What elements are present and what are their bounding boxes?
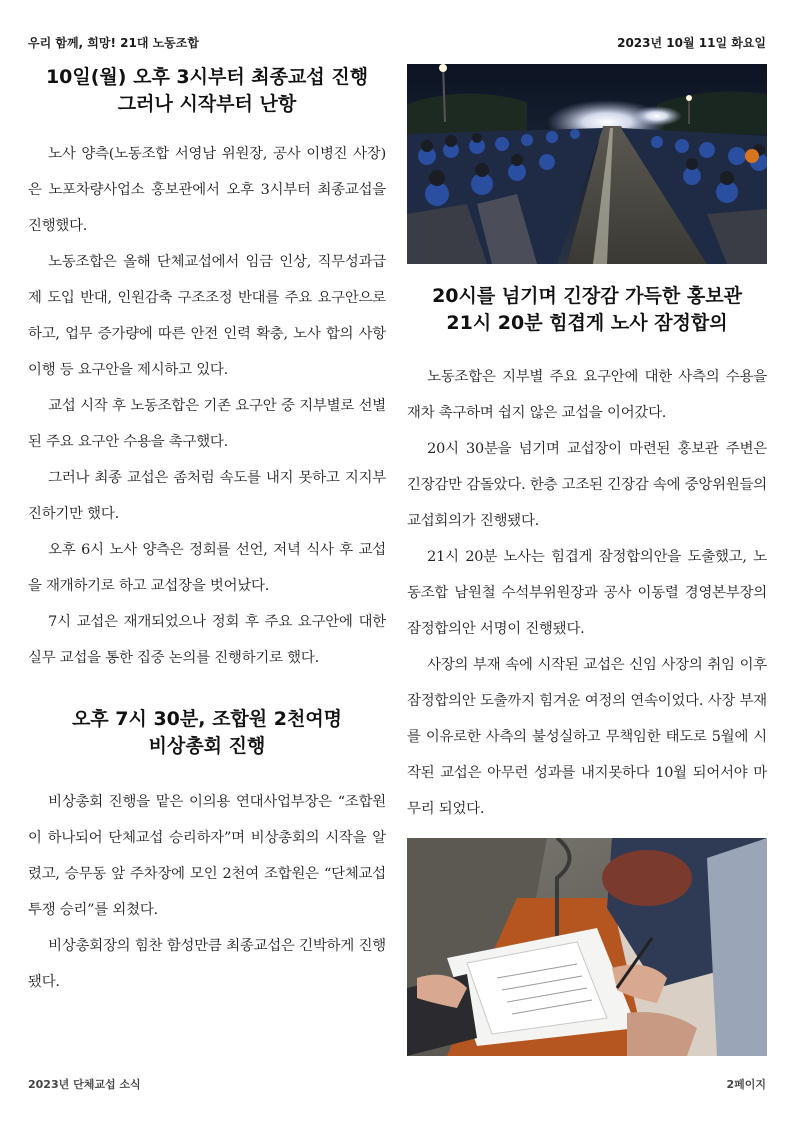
section2-heading <box>28 706 386 760</box>
section2-paragraph: 비상총회 진행을 맡은 이의용 연대사업부장은 “조합원이 하나되어 단체교섭 승리하자”며 비상총회의 시작을 알렸고, 승무동 앞 주차장에 모인 2천여 조합원은 “단체교섭 투쟁 승리”를 외쳤다. <box>28 794 386 918</box>
section2-title-line1: 오후 7시 30분, 조합원 2천여명 <box>71 708 343 730</box>
section1-heading <box>28 64 386 118</box>
section3-paragraph: 21시 20분 노사는 힘겹게 잠정합의안을 도출했고, 노동조합 남원철 수석부위원장과 공사 이동렬 경영본부장의 잠정합의안 서명이 진행됐다. <box>407 549 767 637</box>
left-column <box>28 64 386 1000</box>
issue-date: 2023년 10월 11일 화요일 <box>617 36 766 50</box>
rally-photo <box>407 64 767 264</box>
section1-title-line1: 10일(월) 오후 3시부터 최종교섭 진행 <box>45 66 369 88</box>
section1-paragraph: 노동조합은 올해 단체교섭에서 임금 인상, 직무성과급제 도입 반대, 인원감축 구조조정 반대를 주요 요구안으로 하고, 업무 증가량에 따른 안전 인력 확충, 노사 합의 사항 이행 등 요구안을 제시하고 있다. <box>28 254 386 378</box>
section3-paragraph: 20시 30분을 넘기며 교섭장이 마련된 홍보관 주변은 긴장감만 감돌았다. 한층 고조된 긴장감 속에 중앙위원들의 교섭회의가 진행됐다. <box>407 441 767 529</box>
section3-title-line2: 21시 20분 힘겹게 노사 잠정합의 <box>446 312 728 334</box>
section1-title-line2: 그러나 시작부터 난항 <box>117 93 297 115</box>
section3-paragraph: 노동조합은 지부별 주요 요구안에 대한 사측의 수용을 재차 촉구하며 쉽지 않은 교섭을 이어갔다. <box>407 369 767 421</box>
section1-paragraph: 노사 양측(노동조합 서영남 위원장, 공사 이병진 사장)은 노포차량사업소 홍보관에서 오후 3시부터 최종교섭을 진행했다. <box>28 146 386 234</box>
rally-photo-image <box>407 64 767 264</box>
section2-title-line2: 비상총회 진행 <box>148 735 266 757</box>
signing-photo-image <box>407 838 767 1056</box>
section1-paragraph: 7시 교섭은 재개되었으나 정회 후 주요 요구안에 대한 실무 교섭을 통한 집중 논의를 진행하기로 했다. <box>28 614 386 666</box>
section1-paragraph: 교섭 시작 후 노동조합은 기존 요구안 중 지부별로 선별된 주요 요구안 수용을 촉구했다. <box>28 398 386 450</box>
section3-heading <box>407 283 767 337</box>
right-column <box>407 64 767 827</box>
section1-paragraph: 오후 6시 노사 양측은 정회를 선언, 저녁 식사 후 교섭을 재개하기로 하고 교섭장을 벗어났다. <box>28 542 386 594</box>
section2-paragraph: 비상총회장의 힘찬 함성만큼 최종교섭은 긴박하게 진행됐다. <box>28 938 386 990</box>
section3-paragraph: 사장의 부재 속에 시작된 교섭은 신임 사장의 취임 이후 잠정합의안 도출까지 힘겨운 여정의 연속이었다. 사장 부재를 이유로한 사측의 불성실하고 무책임한 태도로 5월에 시작된 교섭은 아무런 성과를 내지못하다 10월 되어서야 마무리 되었다. <box>407 657 767 817</box>
section3-title-line1: 20시를 넘기며 긴장감 가득한 홍보관 <box>432 285 742 307</box>
newsletter-slogan: 우리 함께, 희망! 21대 노동조합 <box>28 36 199 50</box>
footer-publication: 2023년 단체교섭 소식 <box>28 1078 141 1091</box>
signing-photo <box>407 838 767 1056</box>
page-number: 2페이지 <box>726 1078 766 1091</box>
section1-paragraph: 그러나 최종 교섭은 좀처럼 속도를 내지 못하고 지지부진하기만 했다. <box>28 470 386 522</box>
